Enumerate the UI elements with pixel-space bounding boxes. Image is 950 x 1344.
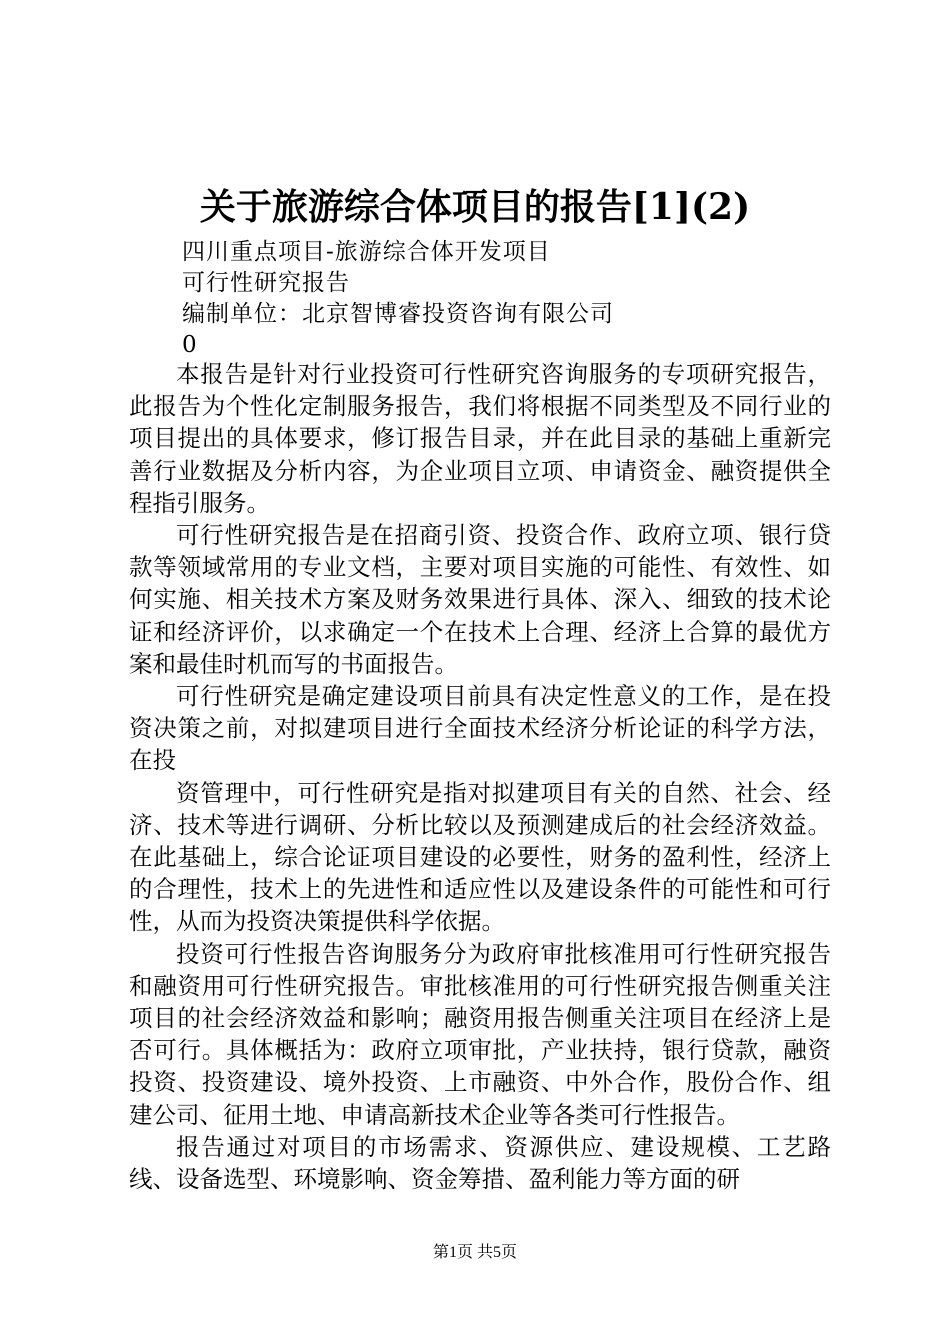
- document-body: [129, 358, 831, 1195]
- index-number-line: 0: [182, 332, 198, 358]
- body-paragraph: 本报告是针对行业投资可行性研究咨询服务的专项研究报告，此报告为个性化定制服务报告，我们将根据不同类型及不同行业的项目提出的具体要求，修订报告目录，并在此目录的基础上重新完善行业数据及分析内容，为企业项目立项、申请资金、融资提供全程指引服务。: [129, 360, 831, 517]
- document-title: 关于旅游综合体项目的报告[1](2): [199, 186, 751, 228]
- body-paragraph: 可行性研究报告是在招商引资、投资合作、政府立项、银行贷款等领域常用的专业文档，主要对项目实施的可能性、有效性、如何实施、相关技术方案及财务效果进行具体、深入、细致的技术论证和经济评价，以求确定一个在技术上合理、经济上合算的最优方案和最佳时机而写的书面报告。: [129, 521, 831, 678]
- body-paragraph: 投资可行性报告咨询服务分为政府审批核准用可行性研究报告和融资用可行性研究报告。审批核准用的可行性研究报告侧重关注项目的社会经济效益和影响；融资用报告侧重关注项目在经济上是否可行。具体概括为：政府立项审批，产业扶持，银行贷款，融资投资、投资建设、境外投资、上市融资、中外合作，股份合作、组建公司、征用土地、申请高新技术企业等各类可行性报告。: [129, 939, 831, 1129]
- body-paragraph: 报告通过对项目的市场需求、资源供应、建设规模、工艺路线、设备选型、环境影响、资金筹措、盈利能力等方面的研: [129, 1132, 831, 1194]
- report-type-line: 可行性研究报告: [182, 270, 350, 296]
- project-name-line: 四川重点项目-旅游综合体开发项目: [182, 239, 551, 265]
- body-paragraph: 可行性研究是确定建设项目前具有决定性意义的工作，是在投资决策之前，对拟建项目进行全面技术经济分析论证的科学方法，在投: [129, 682, 831, 775]
- body-paragraph: 资管理中，可行性研究是指对拟建项目有关的自然、社会、经济、技术等进行调研、分析比较以及预测建成后的社会经济效益。在此基础上，综合论证项目建设的必要性，财务的盈利性，经济上的合理性，技术上的先进性和适应性以及建设条件的可能性和可行性，从而为投资决策提供科学依据。: [129, 778, 831, 936]
- page-footer: 第1页 共5页: [432, 1244, 517, 1261]
- compiler-line: 编制单位：北京智博睿投资咨询有限公司: [182, 301, 614, 327]
